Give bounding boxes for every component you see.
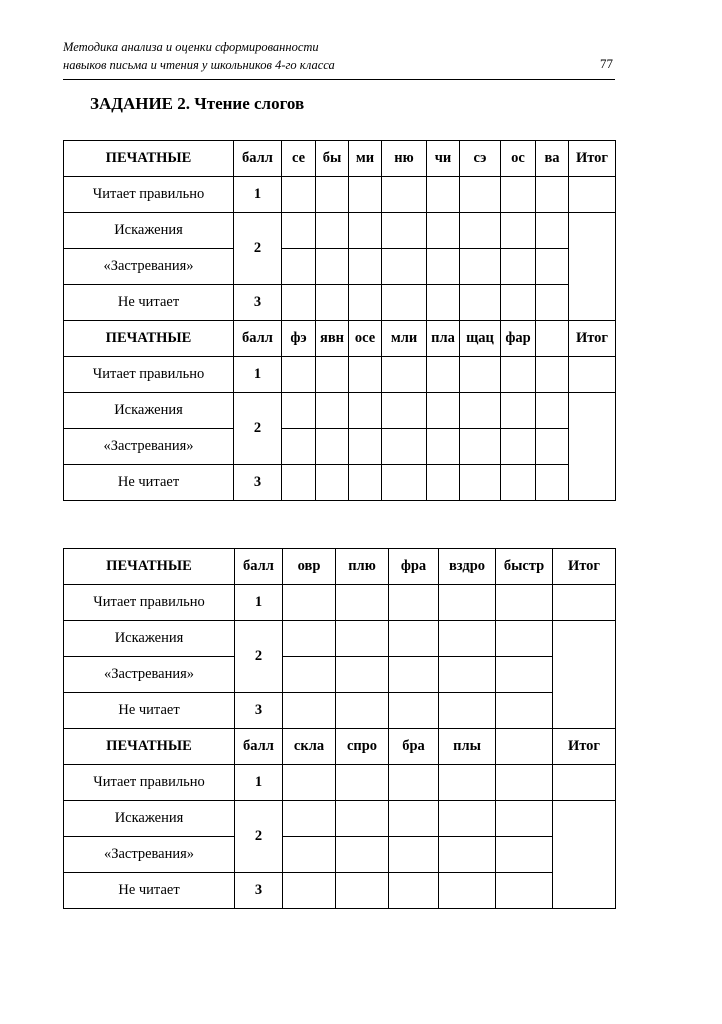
answer-cell [382,285,427,321]
answer-cell [439,693,496,729]
syllable-cell: бра [389,729,439,765]
printed-heading: ПЕЧАТНЫЕ [64,729,235,765]
answer-cell [496,657,553,693]
answer-cell [439,585,496,621]
row-label-correct: Читает правильно [64,177,234,213]
score-cell: 1 [234,177,282,213]
answer-cell [427,357,460,393]
answer-cell [349,177,382,213]
answer-cell [496,837,553,873]
syllable-cell: осе [349,321,382,357]
answer-cell [439,873,496,909]
answer-cell [460,285,501,321]
answer-cell [501,429,536,465]
answer-cell [536,249,569,285]
page-number: 77 [600,56,613,71]
total-cell [569,213,616,321]
answer-cell [496,765,553,801]
answer-cell [382,393,427,429]
answer-cell [460,393,501,429]
total-heading: Итог [553,549,616,585]
answer-cell [382,249,427,285]
syllable-cell [536,321,569,357]
row-label-not-reading: Не читает [64,873,235,909]
answer-cell [536,213,569,249]
answer-cell [283,765,336,801]
table-row [64,213,616,249]
answer-cell [501,285,536,321]
answer-cell [282,429,316,465]
answer-cell [283,657,336,693]
syllable-cell: фра [389,549,439,585]
answer-cell [316,177,349,213]
table-row [64,621,616,657]
syllable-table-1 [63,140,616,501]
answer-cell [349,429,382,465]
row-label-distortions: Искажения [64,621,235,657]
answer-cell [427,465,460,501]
total-cell [553,801,616,909]
answer-cell [501,249,536,285]
score-cell: 3 [234,285,282,321]
answer-cell [336,801,389,837]
syllable-cell: щац [460,321,501,357]
score-cell: 1 [234,357,282,393]
answer-cell [382,177,427,213]
answer-cell [283,873,336,909]
syllable-cell: спро [336,729,389,765]
answer-cell [536,465,569,501]
table-row [64,465,616,501]
score-heading: балл [234,321,282,357]
answer-cell [501,465,536,501]
answer-cell [439,657,496,693]
answer-cell [382,465,427,501]
table-row [64,249,616,285]
row-label-stalling: «Застревания» [64,837,235,873]
row-label-not-reading: Не читает [64,285,234,321]
answer-cell [496,801,553,837]
total-cell [553,765,616,801]
answer-cell [282,393,316,429]
answer-cell [316,429,349,465]
answer-cell [496,621,553,657]
answer-cell [282,357,316,393]
answer-cell [427,429,460,465]
table-row [64,873,616,909]
answer-cell [427,285,460,321]
answer-cell [460,465,501,501]
answer-cell [349,465,382,501]
answer-cell [536,393,569,429]
answer-cell [501,213,536,249]
syllable-cell: фэ [282,321,316,357]
syllable-cell: ос [501,141,536,177]
answer-cell [389,693,439,729]
total-heading: Итог [569,321,616,357]
answer-cell [316,393,349,429]
table-row [64,393,616,429]
score-cell: 3 [235,693,283,729]
syllable-cell: плы [439,729,496,765]
answer-cell [316,465,349,501]
answer-cell [389,837,439,873]
syllable-cell: чи [427,141,460,177]
answer-cell [536,285,569,321]
table-row [64,693,616,729]
header-divider [63,79,615,80]
answer-cell [283,585,336,621]
score-heading: балл [235,549,283,585]
row-label-not-reading: Не читает [64,465,234,501]
answer-cell [282,285,316,321]
answer-cell [501,177,536,213]
table-row [64,429,616,465]
answer-cell [496,873,553,909]
row-label-stalling: «Застревания» [64,657,235,693]
running-header [63,38,615,74]
score-heading: балл [234,141,282,177]
answer-cell [427,213,460,249]
answer-cell [460,429,501,465]
total-heading: Итог [553,729,616,765]
printed-heading: ПЕЧАТНЫЕ [64,321,234,357]
syllable-cell [496,729,553,765]
answer-cell [282,465,316,501]
answer-cell [349,357,382,393]
score-cell: 1 [235,585,283,621]
answer-cell [316,285,349,321]
answer-cell [336,585,389,621]
header-row [64,141,616,177]
total-cell [569,177,616,213]
table-row [64,585,616,621]
syllable-cell: пла [427,321,460,357]
answer-cell [501,357,536,393]
answer-cell [389,873,439,909]
answer-cell [536,177,569,213]
answer-cell [283,693,336,729]
answer-cell [439,621,496,657]
syllable-cell: вздро [439,549,496,585]
answer-cell [460,177,501,213]
syllable-cell: ва [536,141,569,177]
answer-cell [282,177,316,213]
answer-cell [389,585,439,621]
table-row [64,801,616,837]
answer-cell [382,357,427,393]
printed-heading: ПЕЧАТНЫЕ [64,549,235,585]
row-label-correct: Читает правильно [64,585,235,621]
answer-cell [496,693,553,729]
answer-cell [382,213,427,249]
printed-heading: ПЕЧАТНЫЕ [64,141,234,177]
syllable-cell: ми [349,141,382,177]
answer-cell [427,393,460,429]
row-label-stalling: «Застревания» [64,429,234,465]
syllable-cell: сэ [460,141,501,177]
syllable-cell: бы [316,141,349,177]
answer-cell [283,621,336,657]
table-row [64,657,616,693]
answer-cell [460,213,501,249]
answer-cell [382,429,427,465]
answer-cell [282,213,316,249]
score-cell: 3 [234,465,282,501]
header-row [64,549,616,585]
total-cell [553,621,616,729]
score-cell: 1 [235,765,283,801]
answer-cell [439,801,496,837]
answer-cell [460,249,501,285]
syllable-cell: быстр [496,549,553,585]
syllable-cell: овр [283,549,336,585]
answer-cell [460,357,501,393]
syllable-table-2 [63,548,616,909]
score-cell: 2 [234,213,282,285]
header-line-2: навыков письма и чтения у школьников 4-го класса [63,58,335,72]
table-row [64,177,616,213]
table-row [64,285,616,321]
answer-cell [282,249,316,285]
answer-cell [336,621,389,657]
total-cell [569,357,616,393]
answer-cell [283,801,336,837]
syllable-cell: скла [283,729,336,765]
row-label-correct: Читает правильно [64,765,235,801]
answer-cell [496,585,553,621]
answer-cell [389,621,439,657]
header-row [64,321,616,357]
answer-cell [336,837,389,873]
answer-cell [536,357,569,393]
score-cell: 2 [235,621,283,693]
total-cell [569,393,616,501]
answer-cell [316,213,349,249]
row-label-correct: Читает правильно [64,357,234,393]
syllable-cell: се [282,141,316,177]
answer-cell [439,765,496,801]
score-cell: 3 [235,873,283,909]
syllable-cell: плю [336,549,389,585]
syllable-cell: явн [316,321,349,357]
page-title: ЗАДАНИЕ 2. Чтение слогов [90,94,305,113]
score-cell: 2 [234,393,282,465]
row-label-distortions: Искажения [64,393,234,429]
answer-cell [336,765,389,801]
table-row [64,357,616,393]
answer-cell [536,429,569,465]
row-label-distortions: Искажения [64,213,234,249]
answer-cell [389,657,439,693]
answer-cell [336,657,389,693]
answer-cell [501,393,536,429]
row-label-stalling: «Застревания» [64,249,234,285]
answer-cell [389,801,439,837]
syllable-cell: ню [382,141,427,177]
answer-cell [439,837,496,873]
header-row [64,729,616,765]
table-row [64,837,616,873]
syllable-cell: фар [501,321,536,357]
score-heading: балл [235,729,283,765]
header-line-1: Методика анализа и оценки сформированности [63,40,319,54]
row-label-distortions: Искажения [64,801,235,837]
score-cell: 2 [235,801,283,873]
answer-cell [349,213,382,249]
answer-cell [427,177,460,213]
answer-cell [316,249,349,285]
answer-cell [336,873,389,909]
total-heading: Итог [569,141,616,177]
table-row [64,765,616,801]
row-label-not-reading: Не читает [64,693,235,729]
answer-cell [349,249,382,285]
total-cell [553,585,616,621]
answer-cell [316,357,349,393]
answer-cell [389,765,439,801]
answer-cell [349,285,382,321]
answer-cell [427,249,460,285]
syllable-cell: мли [382,321,427,357]
answer-cell [283,837,336,873]
answer-cell [336,693,389,729]
answer-cell [349,393,382,429]
